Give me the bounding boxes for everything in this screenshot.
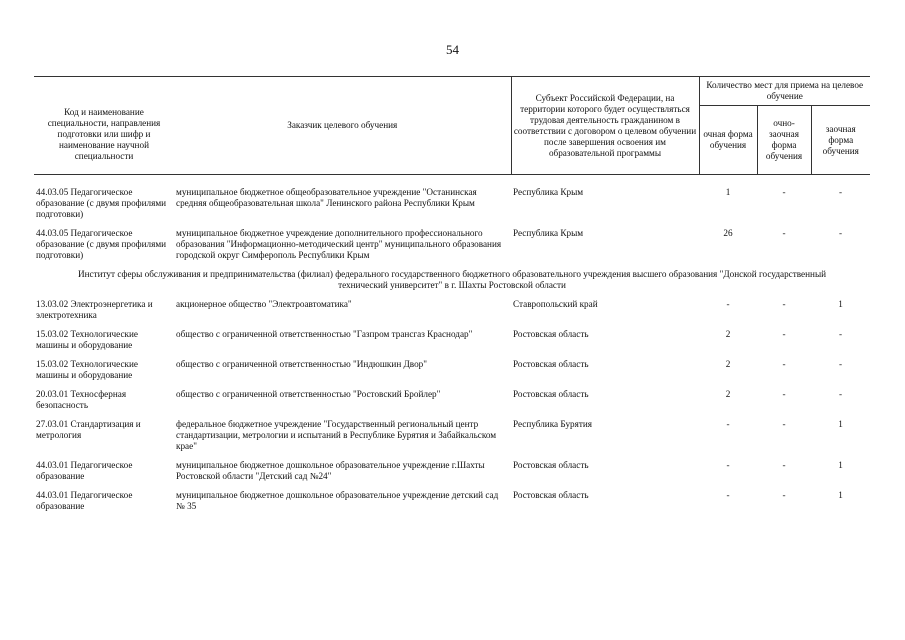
cell-full: 2	[725, 359, 731, 369]
table-row	[34, 490, 870, 520]
table-row	[34, 329, 870, 359]
cell-region: Республика Крым	[513, 187, 584, 197]
cell-full: -	[726, 299, 730, 309]
cell-full: 2	[725, 389, 731, 399]
cell-customer: муниципальное бюджетное учреждение дополнительного профессионального образования "Информационно-методический центр" муниципального образования городской округ Симферополь Республики Крым	[176, 228, 502, 260]
header-part-time: очно-заочная форма обучения	[757, 106, 811, 175]
cell-full: -	[726, 460, 730, 470]
table-row	[34, 175, 870, 229]
table-row	[34, 299, 870, 329]
cell-corr: 1	[838, 419, 843, 429]
cell-customer: федеральное бюджетное учреждение "Государственный региональный центр стандартизации, метрологии и испытаний в Республике Бурятия и Забайкальском крае"	[176, 419, 497, 451]
cell-part: -	[782, 187, 786, 197]
cell-full: 26	[723, 228, 733, 238]
target-training-table	[34, 76, 870, 520]
cell-corr: -	[838, 228, 843, 238]
cell-region: Республика Крым	[513, 228, 584, 238]
cell-region: Ростовская область	[513, 490, 589, 500]
header-correspondence: заочная форма обучения	[811, 106, 870, 175]
cell-code: 20.03.01 Техносферная безопасность	[36, 389, 127, 410]
cell-code: 27.03.01 Стандартизация и метрология	[36, 419, 141, 440]
cell-part: -	[782, 228, 786, 238]
cell-part: -	[782, 460, 786, 470]
table-row	[34, 389, 870, 419]
header-full-time: очная форма обучения	[699, 106, 757, 175]
cell-corr: 1	[838, 299, 843, 309]
cell-region: Ростовская область	[513, 460, 589, 470]
cell-corr: 1	[838, 460, 843, 470]
cell-full: 2	[725, 329, 731, 339]
table-row	[34, 228, 870, 269]
table-row	[34, 460, 870, 490]
cell-customer: муниципальное бюджетное дошкольное образовательное учреждение детский сад № 35	[176, 490, 499, 511]
header-code: Код и наименование специальности, направления подготовки или шифр и наименование научной специальности	[34, 77, 174, 175]
cell-code: 44.03.01 Педагогическое образование	[36, 490, 133, 511]
cell-customer: муниципальное бюджетное общеобразовательное учреждение "Останинская средняя общеобразовательная школа" Ленинского района Республики Крым	[176, 187, 477, 208]
cell-code: 15.03.02 Технологические машины и оборудование	[36, 329, 138, 350]
cell-corr: 1	[838, 490, 843, 500]
cell-corr: -	[838, 329, 843, 339]
table-row	[34, 359, 870, 389]
cell-corr: -	[838, 389, 843, 399]
page-number: 54	[446, 42, 459, 57]
cell-customer: общество с ограниченной ответственностью "Индюшкин Двор"	[176, 359, 428, 369]
cell-part: -	[782, 419, 786, 429]
cell-full: -	[726, 419, 730, 429]
cell-customer: акционерное общество "Электроавтоматика"	[176, 299, 352, 309]
cell-full: -	[726, 490, 730, 500]
cell-code: 13.03.02 Электроэнергетика и электротехника	[36, 299, 153, 320]
header-customer: Заказчик целевого обучения	[174, 77, 511, 175]
cell-code: 44.03.01 Педагогическое образование	[36, 460, 133, 481]
cell-part: -	[782, 329, 786, 339]
section-title: Институт сферы обслуживания и предпринимательства (филиал) федерального государственного бюджетного образовательного учреждения высшего образования "Донской государственный технический университет" в г. Шахты Ростовской области	[77, 269, 827, 290]
cell-code: 44.03.05 Педагогическое образование (с двумя профилями подготовки)	[36, 228, 167, 260]
cell-region: Ростовская область	[513, 329, 589, 339]
cell-code: 15.03.02 Технологические машины и оборудование	[36, 359, 138, 380]
header-places: Количество мест для приема на целевое обучение	[699, 77, 870, 106]
section-row	[34, 269, 870, 299]
cell-corr: -	[838, 187, 843, 197]
table-row	[34, 419, 870, 460]
cell-customer: муниципальное бюджетное дошкольное образовательное учреждение г.Шахты Ростовской области "Детский сад №24"	[176, 460, 485, 481]
cell-customer: общество с ограниченной ответственностью "Ростовский Бройлер"	[176, 389, 441, 399]
cell-corr: -	[838, 359, 843, 369]
cell-part: -	[782, 389, 786, 399]
cell-customer: общество с ограниченной ответственностью "Газпром трансгаз Краснодар"	[176, 329, 473, 339]
cell-region: Республика Бурятия	[513, 419, 593, 429]
cell-region: Ростовская область	[513, 359, 589, 369]
cell-part: -	[782, 299, 786, 309]
cell-region: Ставропольский край	[513, 299, 598, 309]
cell-code: 44.03.05 Педагогическое образование (с двумя профилями подготовки)	[36, 187, 167, 219]
cell-region: Ростовская область	[513, 389, 589, 399]
cell-full: 1	[725, 187, 731, 197]
header-region: Субъект Российской Федерации, на территории которого будет осуществляться трудовая деятельность гражданином в соответствии с договором о целевом обучении после завершения освоения им образовательной программы	[511, 77, 699, 175]
cell-part: -	[782, 490, 786, 500]
cell-part: -	[782, 359, 786, 369]
